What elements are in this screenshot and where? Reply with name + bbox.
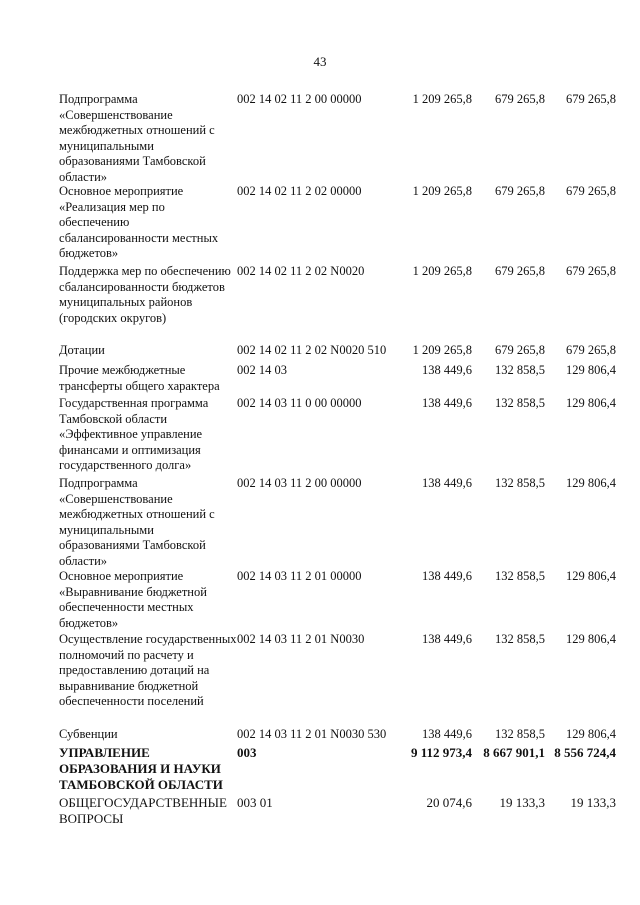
row-code: 002 14 03 11 0 00 00000 xyxy=(237,396,362,410)
row-value-2: 132 858,5 xyxy=(495,632,545,646)
row-value-2: 132 858,5 xyxy=(495,727,545,741)
row-value-3: 129 806,4 xyxy=(566,569,616,583)
row-code: 002 14 03 11 2 01 N0030 530 xyxy=(237,727,387,741)
row-value-1: 9 112 973,4 xyxy=(410,745,472,760)
row-code: 002 14 03 xyxy=(237,363,287,377)
row-value-3: 679 265,8 xyxy=(566,92,616,106)
row-code: 002 14 02 11 2 00 00000 xyxy=(237,92,362,106)
row-code: 002 14 02 11 2 02 N0020 xyxy=(237,264,365,278)
row-value-2: 132 858,5 xyxy=(495,569,545,583)
row-name: Государственная программа Тамбовской области «Эффективное управление финансами и оптимизация государственного долга» xyxy=(59,396,209,472)
row-value-3: 129 806,4 xyxy=(566,363,616,377)
row-value-2: 132 858,5 xyxy=(495,396,545,410)
row-value-3: 8 556 724,4 xyxy=(554,745,616,760)
row-value-1: 138 449,6 xyxy=(422,632,472,646)
row-value-3: 129 806,4 xyxy=(566,727,616,741)
row-value-2: 679 265,8 xyxy=(495,184,545,198)
row-value-1: 1 209 265,8 xyxy=(412,92,472,106)
row-name: Основное мероприятие «Реализация мер по обеспечению сбалансированности местных бюджетов» xyxy=(59,184,219,260)
row-name: ОБЩЕГОСУДАРСТВЕННЫЕ ВОПРОСЫ xyxy=(59,795,227,826)
row-value-2: 679 265,8 xyxy=(495,92,545,106)
row-name: Осуществление государственных полномочий по расчету и предоставлению дотаций на выравнивание бюджетной обеспеченности поселений xyxy=(59,632,237,708)
row-name: УПРАВЛЕНИЕ ОБРАЗОВАНИЯ И НАУКИ ТАМБОВСКОЙ ОБЛАСТИ xyxy=(59,745,223,792)
row-code: 002 14 03 11 2 01 N0030 xyxy=(237,632,365,646)
row-value-3: 129 806,4 xyxy=(566,632,616,646)
row-name: Основное мероприятие «Выравнивание бюджетной обеспеченности местных бюджетов» xyxy=(59,569,207,630)
row-value-1: 138 449,6 xyxy=(422,476,472,490)
row-name: Подпрограмма «Совершенствование межбюджетных отношений с муниципальными образованиями Тамбовской области» xyxy=(59,92,215,184)
row-value-3: 679 265,8 xyxy=(566,264,616,278)
row-value-3: 679 265,8 xyxy=(566,343,616,357)
row-value-1: 20 074,6 xyxy=(426,795,472,810)
row-name: Дотации xyxy=(59,343,105,357)
row-value-1: 138 449,6 xyxy=(422,727,472,741)
row-value-1: 1 209 265,8 xyxy=(412,184,472,198)
row-value-1: 1 209 265,8 xyxy=(412,343,472,357)
row-name: Субвенции xyxy=(59,727,118,741)
row-value-3: 679 265,8 xyxy=(566,184,616,198)
row-code: 003 01 xyxy=(237,795,273,810)
row-value-1: 138 449,6 xyxy=(422,569,472,583)
row-code: 002 14 03 11 2 01 00000 xyxy=(237,569,362,583)
row-code: 002 14 02 11 2 02 N0020 510 xyxy=(237,343,387,357)
row-value-1: 1 209 265,8 xyxy=(412,264,472,278)
row-value-3: 19 133,3 xyxy=(570,795,616,810)
row-name: Прочие межбюджетные трансферты общего характера xyxy=(59,363,220,393)
row-value-1: 138 449,6 xyxy=(422,396,472,410)
row-value-2: 679 265,8 xyxy=(495,343,545,357)
row-value-2: 132 858,5 xyxy=(495,363,545,377)
row-value-1: 138 449,6 xyxy=(422,363,472,377)
row-value-3: 129 806,4 xyxy=(566,396,616,410)
row-code: 003 xyxy=(237,745,257,760)
page-number: 43 xyxy=(313,54,327,69)
row-value-2: 8 667 901,1 xyxy=(483,745,545,760)
row-value-2: 132 858,5 xyxy=(495,476,545,490)
row-name: Подпрограмма «Совершенствование межбюджетных отношений с муниципальными образованиями Тамбовской области» xyxy=(59,476,215,568)
row-value-2: 19 133,3 xyxy=(499,795,545,810)
row-code: 002 14 02 11 2 02 00000 xyxy=(237,184,362,198)
row-code: 002 14 03 11 2 00 00000 xyxy=(237,476,362,490)
row-name: Поддержка мер по обеспечению сбалансированности бюджетов муниципальных районов (городских округов) xyxy=(59,264,231,325)
row-value-2: 679 265,8 xyxy=(495,264,545,278)
row-value-3: 129 806,4 xyxy=(566,476,616,490)
